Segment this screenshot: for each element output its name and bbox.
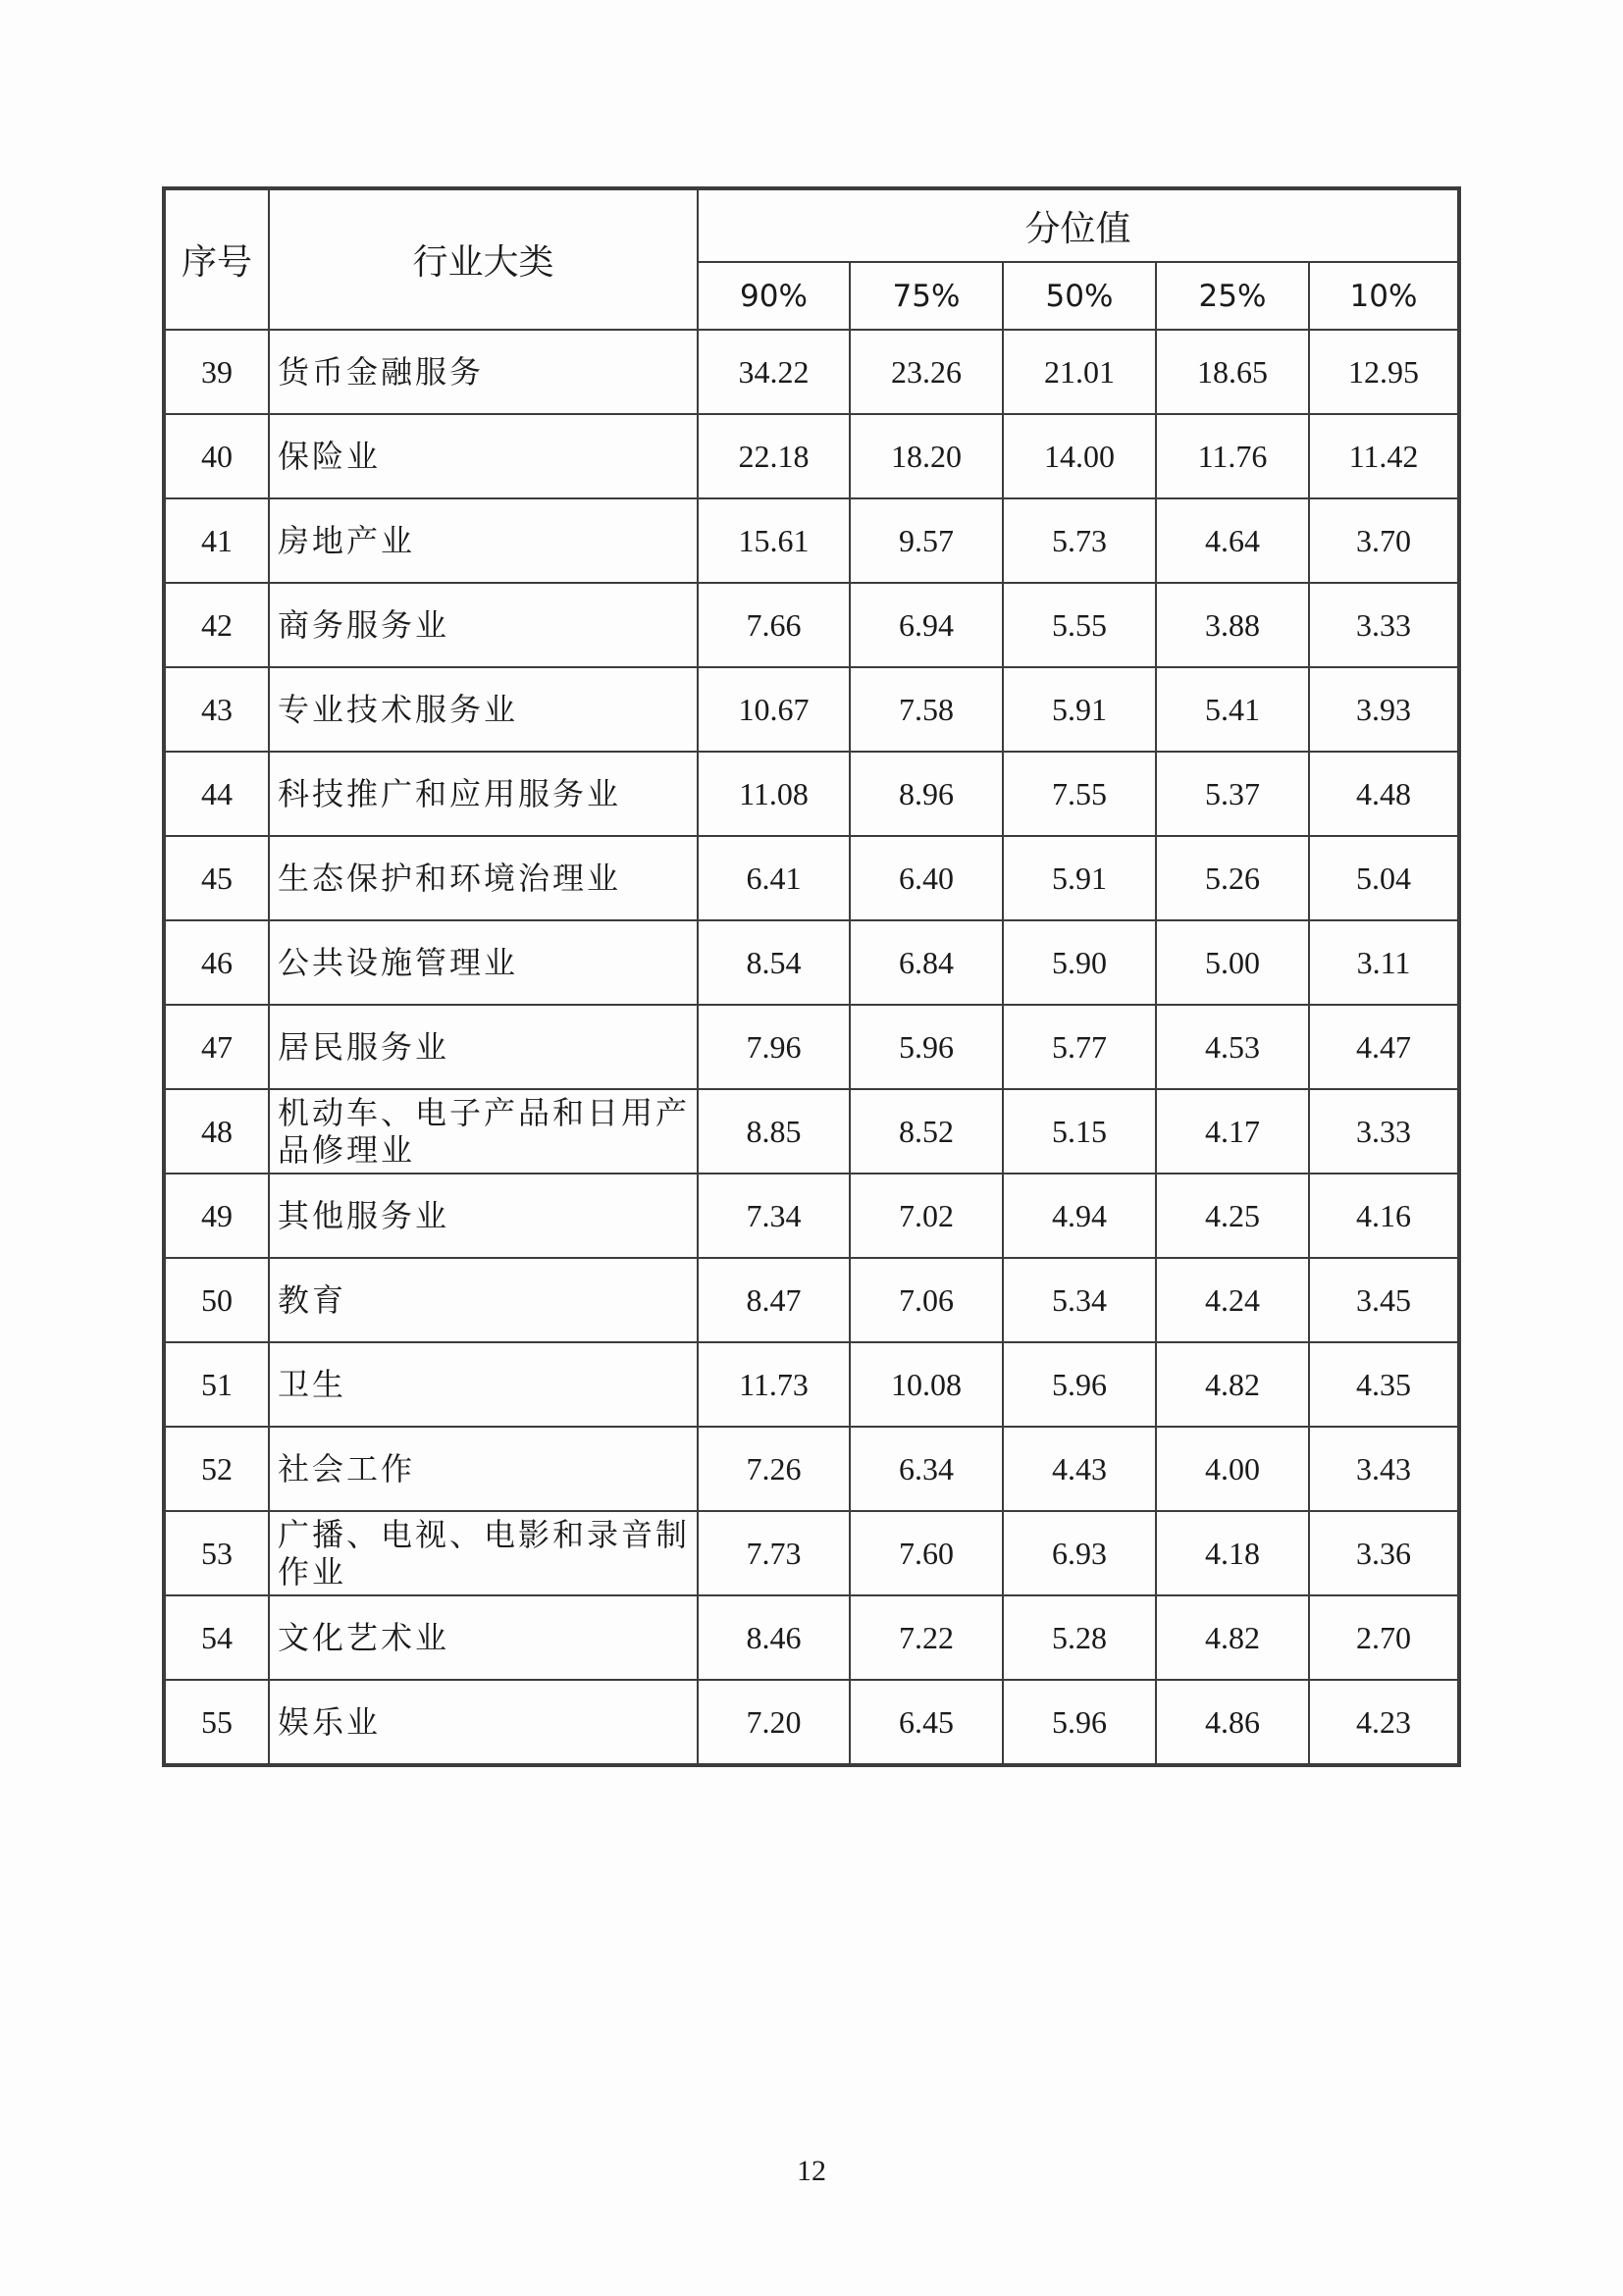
percentile-value: 8.96 — [850, 752, 1003, 836]
table-row — [164, 752, 1459, 836]
industry-name: 科技推广和应用服务业 — [269, 752, 698, 836]
percentile-value: 5.34 — [1003, 1258, 1156, 1342]
percentile-value: 7.26 — [698, 1427, 850, 1511]
percentile-value: 7.02 — [850, 1174, 1003, 1258]
percentile-value: 18.65 — [1156, 330, 1309, 414]
percentile-value: 21.01 — [1003, 330, 1156, 414]
industry-name: 其他服务业 — [269, 1174, 698, 1258]
percentile-value: 7.66 — [698, 583, 850, 667]
percentile-value: 8.46 — [698, 1595, 850, 1680]
percentile-value: 3.33 — [1309, 583, 1459, 667]
industry-name: 公共设施管理业 — [269, 920, 698, 1005]
percentile-value: 5.41 — [1156, 667, 1309, 752]
percentile-value: 6.40 — [850, 836, 1003, 920]
row-number: 53 — [164, 1511, 269, 1595]
table-row — [164, 1258, 1459, 1342]
table-row — [164, 1342, 1459, 1427]
row-number: 40 — [164, 414, 269, 498]
percentile-value: 4.18 — [1156, 1511, 1309, 1595]
percentile-value: 3.93 — [1309, 667, 1459, 752]
percentile-value: 4.16 — [1309, 1174, 1459, 1258]
industry-name: 商务服务业 — [269, 583, 698, 667]
table-row — [164, 1595, 1459, 1680]
row-number: 48 — [164, 1089, 269, 1174]
percentile-value: 3.45 — [1309, 1258, 1459, 1342]
header-percentile: 75% — [850, 262, 1003, 330]
percentile-value: 6.93 — [1003, 1511, 1156, 1595]
percentile-value: 7.34 — [698, 1174, 850, 1258]
percentile-value: 6.94 — [850, 583, 1003, 667]
header-no: 序号 — [164, 188, 269, 330]
row-number: 41 — [164, 498, 269, 583]
percentile-value: 4.64 — [1156, 498, 1309, 583]
percentile-value: 10.67 — [698, 667, 850, 752]
percentile-value: 4.86 — [1156, 1680, 1309, 1765]
row-number: 42 — [164, 583, 269, 667]
percentile-value: 5.55 — [1003, 583, 1156, 667]
industry-name: 广播、电视、电影和录音制作业 — [269, 1511, 698, 1595]
industry-name: 卫生 — [269, 1342, 698, 1427]
percentile-value: 34.22 — [698, 330, 850, 414]
percentile-value: 6.84 — [850, 920, 1003, 1005]
percentile-value: 8.54 — [698, 920, 850, 1005]
percentile-value: 15.61 — [698, 498, 850, 583]
percentile-value: 6.41 — [698, 836, 850, 920]
percentile-value: 5.00 — [1156, 920, 1309, 1005]
percentile-value: 22.18 — [698, 414, 850, 498]
row-number: 51 — [164, 1342, 269, 1427]
percentile-value: 9.57 — [850, 498, 1003, 583]
percentile-value: 3.33 — [1309, 1089, 1459, 1174]
percentile-value: 11.76 — [1156, 414, 1309, 498]
percentile-value: 5.04 — [1309, 836, 1459, 920]
industry-name: 房地产业 — [269, 498, 698, 583]
table-row — [164, 1427, 1459, 1511]
percentile-value: 6.34 — [850, 1427, 1003, 1511]
row-number: 39 — [164, 330, 269, 414]
header-percentile: 90% — [698, 262, 850, 330]
percentile-value: 5.15 — [1003, 1089, 1156, 1174]
percentile-value: 23.26 — [850, 330, 1003, 414]
percentile-value: 11.73 — [698, 1342, 850, 1427]
percentile-table — [162, 186, 1461, 1767]
header-percentile: 10% — [1309, 262, 1459, 330]
percentile-value: 5.73 — [1003, 498, 1156, 583]
percentile-value: 18.20 — [850, 414, 1003, 498]
percentile-value: 11.42 — [1309, 414, 1459, 498]
percentile-value: 7.73 — [698, 1511, 850, 1595]
percentile-value: 3.36 — [1309, 1511, 1459, 1595]
percentile-value: 4.48 — [1309, 752, 1459, 836]
percentile-value: 5.96 — [1003, 1680, 1156, 1765]
percentile-value: 4.00 — [1156, 1427, 1309, 1511]
row-number: 43 — [164, 667, 269, 752]
industry-name: 娱乐业 — [269, 1680, 698, 1765]
percentile-value: 5.90 — [1003, 920, 1156, 1005]
table-row — [164, 414, 1459, 498]
table-row — [164, 330, 1459, 414]
percentile-value: 7.96 — [698, 1005, 850, 1089]
percentile-value: 5.91 — [1003, 667, 1156, 752]
row-number: 44 — [164, 752, 269, 836]
page-number: 12 — [797, 2155, 826, 2187]
row-number: 52 — [164, 1427, 269, 1511]
industry-name: 货币金融服务 — [269, 330, 698, 414]
percentile-value: 3.11 — [1309, 920, 1459, 1005]
row-number: 55 — [164, 1680, 269, 1765]
percentile-value: 3.43 — [1309, 1427, 1459, 1511]
percentile-value: 4.47 — [1309, 1005, 1459, 1089]
table-row — [164, 1005, 1459, 1089]
table-row — [164, 1089, 1459, 1174]
percentile-value: 8.47 — [698, 1258, 850, 1342]
percentile-value: 4.35 — [1309, 1342, 1459, 1427]
percentile-value: 3.88 — [1156, 583, 1309, 667]
industry-name: 社会工作 — [269, 1427, 698, 1511]
table-row — [164, 1680, 1459, 1765]
industry-name: 文化艺术业 — [269, 1595, 698, 1680]
percentile-value: 5.26 — [1156, 836, 1309, 920]
percentile-value: 2.70 — [1309, 1595, 1459, 1680]
table-row — [164, 1511, 1459, 1595]
row-number: 46 — [164, 920, 269, 1005]
percentile-value: 4.24 — [1156, 1258, 1309, 1342]
header-percentile: 50% — [1003, 262, 1156, 330]
industry-name: 教育 — [269, 1258, 698, 1342]
row-number: 45 — [164, 836, 269, 920]
row-number: 49 — [164, 1174, 269, 1258]
table-row — [164, 836, 1459, 920]
percentile-value: 7.60 — [850, 1511, 1003, 1595]
percentile-value: 4.25 — [1156, 1174, 1309, 1258]
table-row — [164, 1174, 1459, 1258]
percentile-value: 7.55 — [1003, 752, 1156, 836]
header-percentile-group: 分位值 — [698, 188, 1459, 262]
percentile-value: 7.06 — [850, 1258, 1003, 1342]
industry-name: 专业技术服务业 — [269, 667, 698, 752]
percentile-value: 4.82 — [1156, 1342, 1309, 1427]
percentile-value: 5.96 — [850, 1005, 1003, 1089]
percentile-value: 7.22 — [850, 1595, 1003, 1680]
percentile-value: 10.08 — [850, 1342, 1003, 1427]
industry-name: 机动车、电子产品和日用产品修理业 — [269, 1089, 698, 1174]
header-category: 行业大类 — [269, 188, 698, 330]
industry-name: 居民服务业 — [269, 1005, 698, 1089]
percentile-value: 5.37 — [1156, 752, 1309, 836]
percentile-value: 7.20 — [698, 1680, 850, 1765]
industry-name: 保险业 — [269, 414, 698, 498]
percentile-value: 4.23 — [1309, 1680, 1459, 1765]
table-body — [164, 330, 1459, 1765]
table-row — [164, 498, 1459, 583]
percentile-value: 7.58 — [850, 667, 1003, 752]
table-row — [164, 920, 1459, 1005]
percentile-value: 4.94 — [1003, 1174, 1156, 1258]
percentile-value: 11.08 — [698, 752, 850, 836]
row-number: 50 — [164, 1258, 269, 1342]
percentile-value: 4.43 — [1003, 1427, 1156, 1511]
percentile-value: 5.77 — [1003, 1005, 1156, 1089]
header-percentile: 25% — [1156, 262, 1309, 330]
percentile-value: 5.96 — [1003, 1342, 1156, 1427]
percentile-value: 6.45 — [850, 1680, 1003, 1765]
percentile-value: 4.53 — [1156, 1005, 1309, 1089]
row-number: 54 — [164, 1595, 269, 1680]
percentile-value: 8.85 — [698, 1089, 850, 1174]
table-row — [164, 667, 1459, 752]
table-row — [164, 583, 1459, 667]
row-number: 47 — [164, 1005, 269, 1089]
percentile-value: 12.95 — [1309, 330, 1459, 414]
percentile-value: 14.00 — [1003, 414, 1156, 498]
percentile-value: 5.91 — [1003, 836, 1156, 920]
percentile-value: 4.17 — [1156, 1089, 1309, 1174]
percentile-value: 5.28 — [1003, 1595, 1156, 1680]
percentile-value: 8.52 — [850, 1089, 1003, 1174]
percentile-value: 4.82 — [1156, 1595, 1309, 1680]
industry-name: 生态保护和环境治理业 — [269, 836, 698, 920]
percentile-value: 3.70 — [1309, 498, 1459, 583]
